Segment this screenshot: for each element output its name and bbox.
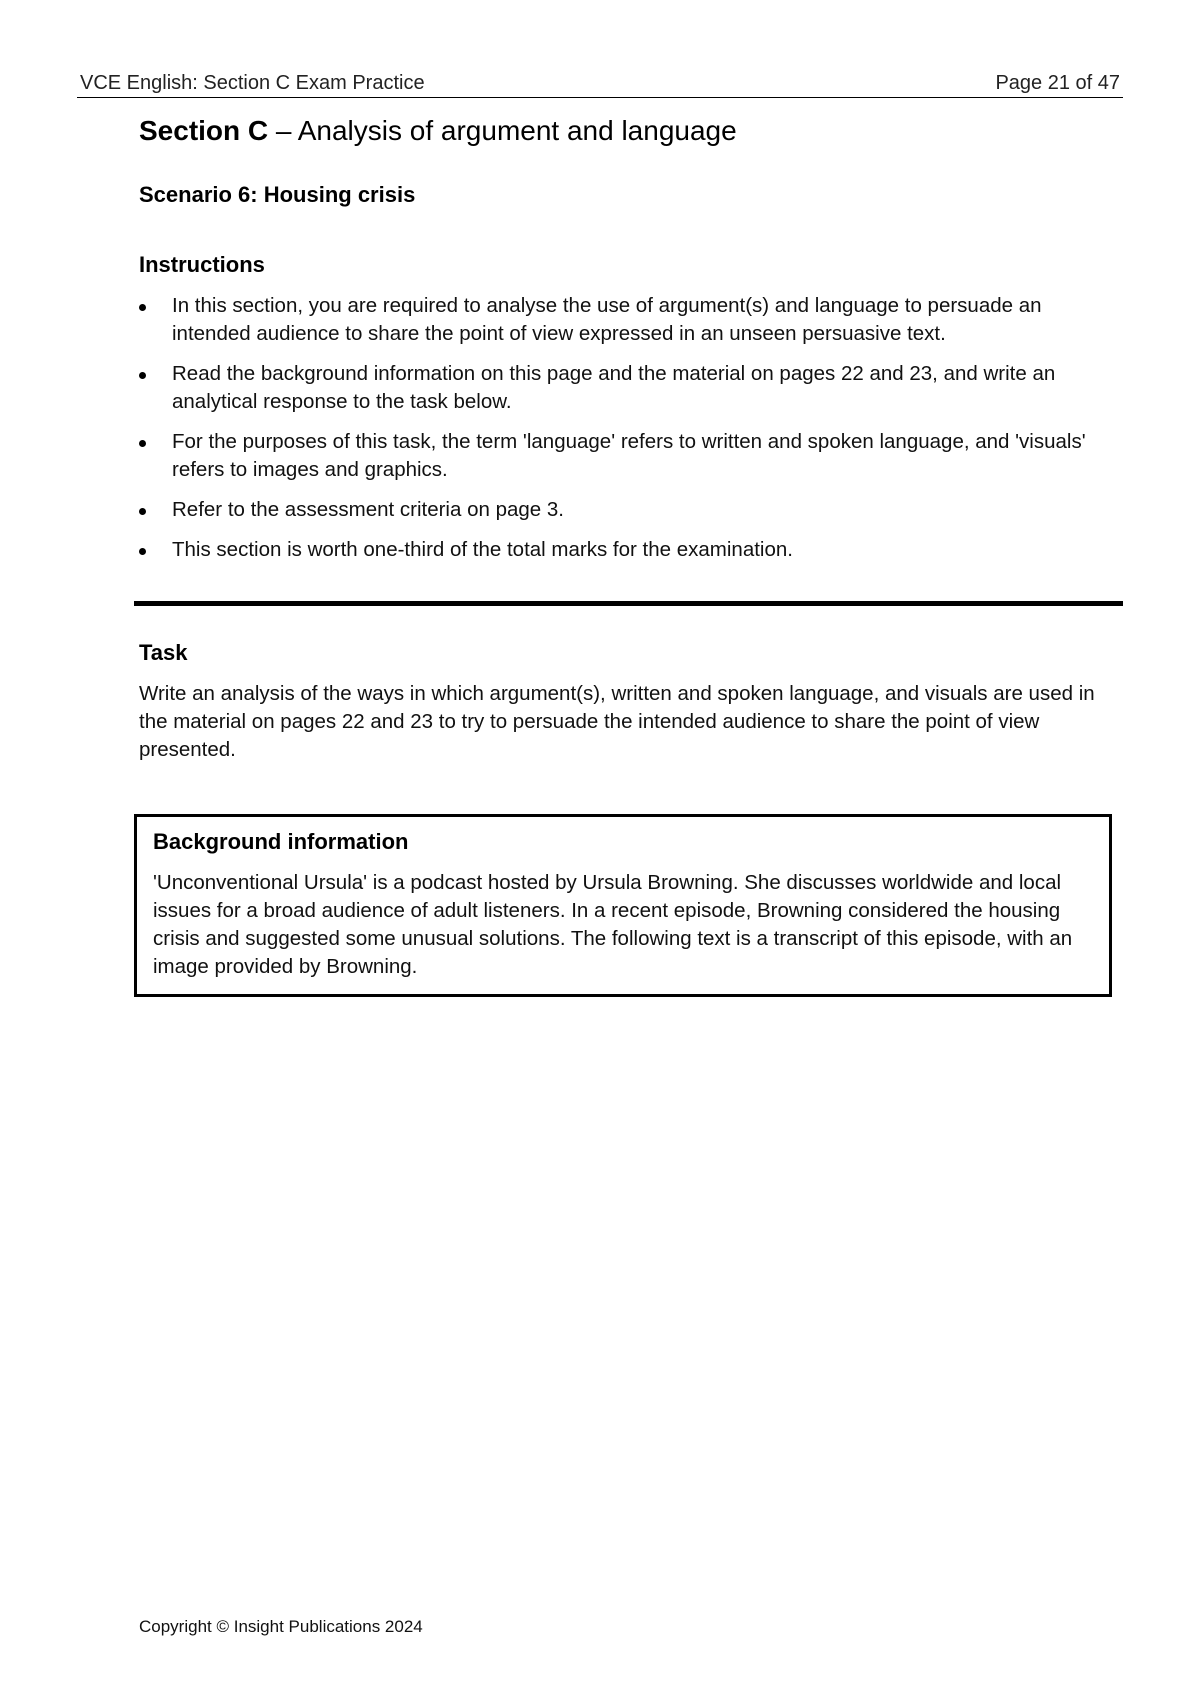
bullet-icon [139,304,146,311]
bullet-icon [139,440,146,447]
running-header [77,71,1123,98]
instruction-text: Read the background information on this page and the material on pages 22 and 23, and write an analytical response to the task below. [172,362,1056,413]
instruction-item [139,496,1119,524]
header-document-title: VCE English: Section C Exam Practice [80,72,425,94]
task-heading: Task [139,640,188,665]
instruction-item [139,536,1119,564]
bullet-icon [139,372,146,379]
section-divider [134,601,1123,606]
instruction-text: Refer to the assessment criteria on page 3. [172,498,564,521]
instruction-item [139,292,1119,348]
background-info-box [134,814,1112,997]
instruction-item [139,428,1119,484]
section-title: – Analysis of argument and language [268,115,737,146]
instructions-list [139,292,1119,576]
bullet-icon [139,548,146,555]
main-content [139,114,1124,561]
instruction-item [139,360,1119,416]
background-heading: Background information [153,829,409,854]
scenario-title: Scenario 6: Housing crisis [139,182,416,207]
instruction-text: For the purposes of this task, the term 'language' refers to written and spoken language, and 'visuals' refers to images and graphics. [172,430,1086,481]
section-heading [139,114,1124,148]
instructions-heading: Instructions [139,252,265,277]
background-text: 'Unconventional Ursula' is a podcast hosted by Ursula Browning. She discusses worldwide and local issues for a broad audience of adult listeners. In a recent episode, Browning considered the housing crisis and suggested some unusual solutions. The following text is a transcript of this episode, with an image provided by Browning. [153,871,1073,978]
instruction-text: This section is worth one-third of the total marks for the examination. [172,538,793,561]
task-text: Write an analysis of the ways in which argument(s), written and spoken language, and visuals are used in the material on pages 22 and 23 to try to persuade the intended audience to share the point of view presented. [139,682,1095,761]
header-page-number: Page 21 of 47 [995,72,1120,94]
instruction-text: In this section, you are required to analyse the use of argument(s) and language to persuade an intended audience to share the point of view expressed in an unseen persuasive text. [172,294,1042,345]
bullet-icon [139,508,146,515]
copyright-footer: Copyright © Insight Publications 2024 [139,1617,423,1636]
section-label: Section C [139,115,269,146]
